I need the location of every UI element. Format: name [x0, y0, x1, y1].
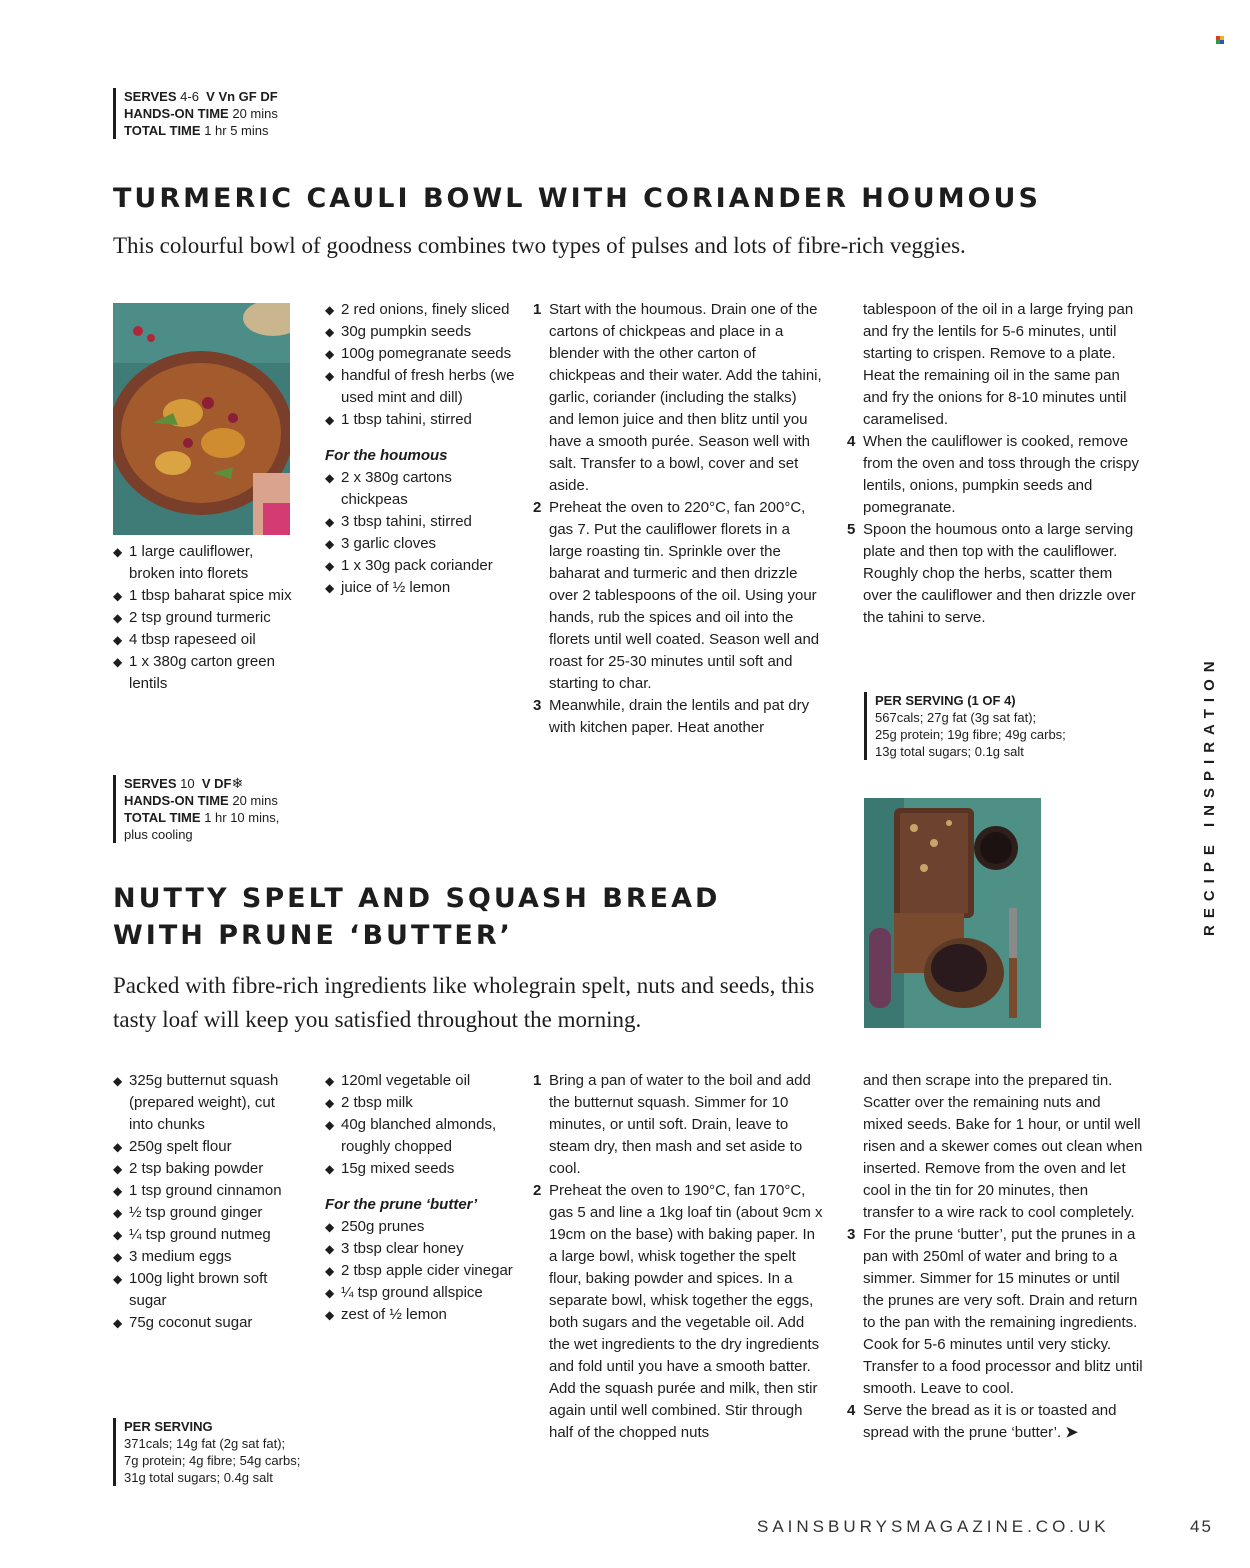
- ingredient-item: ◆ 40g blanched almonds, roughly chopped: [325, 1114, 520, 1158]
- step-number: 2: [533, 1182, 542, 1199]
- ingredient-item: ◆ juice of ½ lemon: [325, 577, 520, 599]
- spelt-bread-photo: [864, 798, 1041, 1028]
- ingredient-item: ◆ 3 tbsp tahini, stirred: [325, 511, 520, 533]
- total-time-value: 1 hr 10 mins,: [204, 810, 280, 825]
- ingredient-item: ◆ 120ml vegetable oil: [325, 1070, 520, 1092]
- total-time-value: 1 hr 5 mins: [204, 123, 269, 138]
- method-step: [847, 431, 1143, 519]
- cauli-bowl-photo: [113, 303, 290, 535]
- ingredient-item: ◆ 3 medium eggs: [113, 1246, 303, 1268]
- footer-site-link[interactable]: SAINSBURYSMAGAZINE.CO.UK: [757, 1517, 1110, 1536]
- title-line: NUTTY SPELT AND SQUASH BREAD: [113, 883, 721, 914]
- recipe2-meta: [113, 775, 279, 843]
- serves-value: 4-6: [180, 89, 199, 104]
- recipe1-title: TURMERIC CAULI BOWL WITH CORIANDER HOUMOUS: [113, 183, 1041, 214]
- colour-mark-icon: [1216, 31, 1226, 39]
- ingredient-item: ◆ 2 tbsp milk: [325, 1092, 520, 1114]
- title-line: WITH PRUNE ‘BUTTER’: [113, 920, 513, 951]
- recipe2-ingredients-b: [325, 1070, 520, 1326]
- recipe2-nutrition: [113, 1418, 300, 1486]
- ingredient-item: ◆ zest of ½ lemon: [325, 1304, 520, 1326]
- diet-tags: V Vn GF DF: [206, 89, 278, 104]
- ingredient-item: ◆ 4 tbsp rapeseed oil: [113, 629, 303, 651]
- ingredient-item: ◆ 100g pomegranate seeds: [325, 343, 520, 365]
- step-text: Start with the houmous. Drain one of the cartons of chickpeas and place in a blender with the other carton of chickpeas and their water. Add the tahini, garlic, coriander (including the stalks) and lemon juice and then blitz until you have a smooth purée. Season well with salt. Transfer to a bowl, cover and set aside.: [549, 301, 822, 494]
- total-time-label: TOTAL TIME: [124, 123, 201, 138]
- ingredient-item: ◆ 1 x 380g carton green lentils: [113, 651, 303, 695]
- step-continuation: tablespoon of the oil in a large frying pan and fry the lentils for 5-6 minutes, until starting to crispen. Remove to a plate. Heat the remaining oil in the same pan and fry the onions for 8-10 minutes until caramelised.: [863, 301, 1134, 428]
- step-text: Meanwhile, drain the lentils and pat dry with kitchen paper. Heat another: [549, 697, 810, 736]
- total-time-label: TOTAL TIME: [124, 810, 201, 825]
- nutrition-line: 567cals; 27g fat (3g sat fat);: [875, 710, 1037, 725]
- ingredient-item: ◆ 250g prunes: [325, 1216, 520, 1238]
- hands-on-label: HANDS-ON TIME: [124, 793, 229, 808]
- method-step: [847, 519, 1143, 629]
- prune-heading: For the prune ‘butter’: [325, 1196, 478, 1213]
- nutrition-heading: PER SERVING: [124, 1419, 213, 1434]
- method-step: [533, 299, 825, 497]
- ingredient-item: ◆ 30g pumpkin seeds: [325, 321, 520, 343]
- ingredient-item: ◆ 100g light brown soft sugar: [113, 1268, 303, 1312]
- ingredient-item: ◆ 1 x 30g pack coriander: [325, 555, 520, 577]
- step-number: 5: [847, 521, 856, 538]
- ingredient-item: ◆ 1 tbsp baharat spice mix: [113, 585, 303, 607]
- ingredient-item: ◆ ½ tsp ground ginger: [113, 1202, 303, 1224]
- nutrition-line: 31g total sugars; 0.4g salt: [124, 1470, 273, 1485]
- step-number: 4: [847, 433, 856, 450]
- step-text: When the cauliflower is cooked, remove from the oven and toss through the crispy lentils, onions, pumpkin seeds and pomegranate.: [863, 433, 1139, 516]
- arrow-right-icon: ➤: [1065, 1424, 1078, 1441]
- nutrition-heading: PER SERVING (1 OF 4): [875, 693, 1016, 708]
- serves-label: SERVES: [124, 776, 177, 791]
- step-number: 1: [533, 301, 542, 318]
- step-text: Bring a pan of water to the boil and add the butternut squash. Simmer for 10 minutes, or until soft. Drain, leave to steam dry, then mash and set aside to cool.: [549, 1072, 811, 1177]
- ingredient-item: ◆ 15g mixed seeds: [325, 1158, 520, 1180]
- step-number: 3: [533, 697, 542, 714]
- recipe1-intro: This colourful bowl of goodness combines two types of pulses and lots of fibre-rich veggies.: [113, 233, 966, 258]
- ingredient-item: ◆ 1 tbsp tahini, stirred: [325, 409, 520, 431]
- ingredient-item: ◆ 1 tsp ground cinnamon: [113, 1180, 303, 1202]
- ingredient-item: ◆ 2 tsp ground turmeric: [113, 607, 303, 629]
- ingredient-item: ◆ 3 garlic cloves: [325, 533, 520, 555]
- recipe2-ingredients-a: [113, 1070, 303, 1334]
- recipe1-ingredients-b: [325, 299, 520, 599]
- ingredient-item: ◆ 2 tsp baking powder: [113, 1158, 303, 1180]
- hands-on-value: 20 mins: [232, 793, 278, 808]
- step-text: Preheat the oven to 220°C, fan 200°C, gas 7. Put the cauliflower florets in a large roasting tin. Sprinkle over the baharat and turmeric and then drizzle over 2 tablespoons of the oil. Using your hands, rub the spices and oil into the florets until well coated. Season well and roast for 25-30 minutes until soft and starting to char.: [549, 499, 820, 692]
- step-text: For the prune ‘butter’, put the prunes in a pan with 250ml of water and bring to a simmer. Simmer for 15 minutes or until the prunes are very soft. Drain and return to the pan with the remaining ingredients. Cook for 5-6 minutes until very sticky. Transfer to a food processor and blitz until smooth. Leave to cool.: [863, 1226, 1143, 1397]
- recipe1-ingredients-a: [113, 541, 303, 695]
- step-text: Spoon the houmous onto a large serving plate and then top with the cauliflower. Roughly chop the herbs, scatter them over the cauliflower and then drizzle over the tahini to serve.: [863, 521, 1136, 626]
- step-text: Preheat the oven to 190°C, fan 170°C, gas 5 and line a 1kg loaf tin (about 9cm x 19cm on the base) with baking paper. In a large bowl, whisk together the spelt flour, baking powder and spices. In a separate bowl, whisk together the eggs, both sugars and the vegetable oil. Add the wet ingredients to the dry ingredients and fold until you have a smooth batter. Add the squash purée and milk, then stir again until well combined. Stir through half of the chopped nuts: [549, 1182, 823, 1441]
- method-step: [847, 1400, 1143, 1444]
- method-step: [533, 695, 825, 739]
- side-section-label: RECIPE INSPIRATION: [1201, 654, 1218, 936]
- recipe1-nutrition: [864, 692, 1066, 760]
- step-number: 2: [533, 499, 542, 516]
- ingredient-item: ◆ ¼ tsp ground allspice: [325, 1282, 520, 1304]
- method-step: [533, 1180, 825, 1444]
- hands-on-label: HANDS-ON TIME: [124, 106, 229, 121]
- recipe2-intro: Packed with fibre-rich ingredients like wholegrain spelt, nuts and seeds, this tasty loaf will keep you satisfied throughout the morning.: [113, 973, 815, 1032]
- step-continuation: and then scrape into the prepared tin. Scatter over the remaining nuts and mixed seeds. Bake for 1 hour, or until well risen and a skewer comes out clean when inserted. Remove from the oven and let cool in the tin for 20 minutes, then transfer to a wire rack to cool completely.: [863, 1072, 1143, 1221]
- method-step: [533, 497, 825, 695]
- step-text: Serve the bread as it is or toasted and spread with the prune ‘butter’.: [863, 1402, 1117, 1441]
- nutrition-line: 371cals; 14g fat (2g sat fat);: [124, 1436, 286, 1451]
- ingredient-item: ◆ 3 tbsp clear honey: [325, 1238, 520, 1260]
- method-step: [533, 1070, 825, 1180]
- ingredient-item: ◆ ¼ tsp ground nutmeg: [113, 1224, 303, 1246]
- step-number: 3: [847, 1226, 856, 1243]
- total-time-extra: plus cooling: [124, 827, 193, 842]
- serves-value: 10: [180, 776, 195, 791]
- houmous-heading: For the houmous: [325, 447, 448, 464]
- ingredient-item: ◆ 2 red onions, finely sliced: [325, 299, 520, 321]
- ingredient-item: ◆ 2 x 380g cartons chickpeas: [325, 467, 520, 511]
- recipe1-meta: [113, 88, 278, 139]
- page-number: 45: [1190, 1517, 1213, 1536]
- recipe2-method-b: [847, 1070, 1143, 1444]
- recipe1-method-a: [533, 299, 825, 739]
- method-step: [847, 1224, 1143, 1400]
- recipe2-title: [113, 880, 833, 954]
- serves-label: SERVES: [124, 89, 177, 104]
- ingredient-item: ◆ 250g spelt flour: [113, 1136, 303, 1158]
- step-number: 4: [847, 1402, 856, 1419]
- ingredient-item: ◆ 2 tbsp apple cider vinegar: [325, 1260, 520, 1282]
- nutrition-line: 7g protein; 4g fibre; 54g carbs;: [124, 1453, 301, 1468]
- snowflake-icon: ❄: [231, 775, 244, 791]
- ingredient-item: ◆ handful of fresh herbs (we used mint and dill): [325, 365, 520, 409]
- ingredient-item: ◆ 75g coconut sugar: [113, 1312, 303, 1334]
- ingredient-item: ◆ 1 large cauliflower, broken into florets: [113, 541, 303, 585]
- recipe1-method-b: [847, 299, 1143, 629]
- step-number: 1: [533, 1072, 542, 1089]
- diet-tags: V DF: [201, 776, 232, 791]
- nutrition-line: 25g protein; 19g fibre; 49g carbs;: [875, 727, 1066, 742]
- ingredient-item: ◆ 325g butternut squash (prepared weight), cut into chunks: [113, 1070, 303, 1136]
- hands-on-value: 20 mins: [232, 106, 278, 121]
- recipe2-method-a: [533, 1070, 825, 1444]
- nutrition-line: 13g total sugars; 0.1g salt: [875, 744, 1024, 759]
